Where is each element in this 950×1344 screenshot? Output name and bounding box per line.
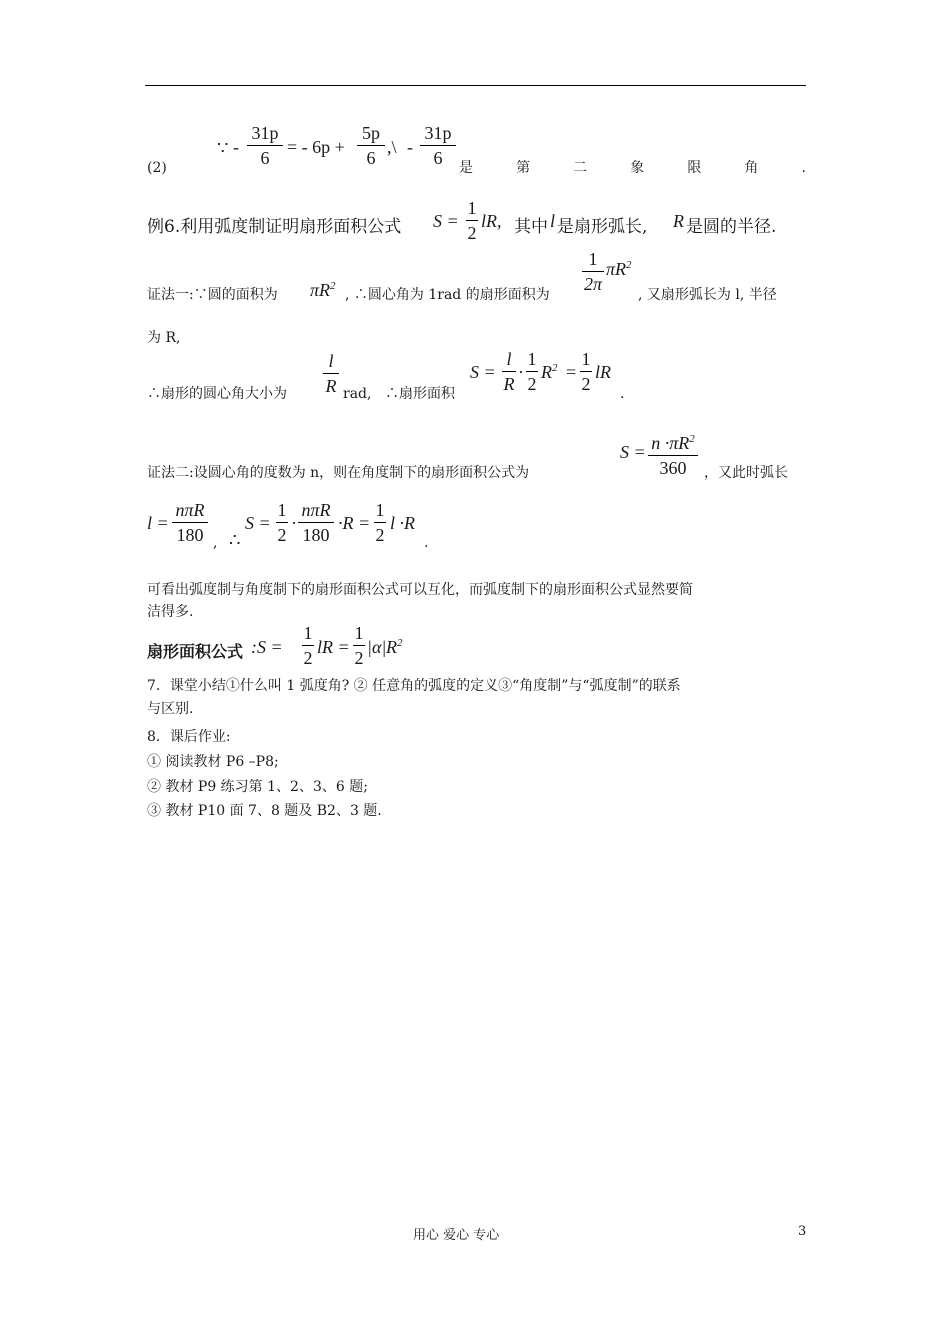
minus-sign-2: - <box>407 137 413 157</box>
fraction-bar <box>466 220 478 221</box>
fraction-bar <box>172 522 208 523</box>
fraction-bar <box>357 145 385 146</box>
exponent: 2 <box>397 637 403 649</box>
numerator: 1 <box>588 249 598 269</box>
fraction-bar <box>502 371 516 372</box>
conclusion-line2: 洁得多. <box>147 604 194 620</box>
denominator: 2 <box>277 525 287 545</box>
numerator: nπR <box>301 500 331 520</box>
conclusion-line1: 可看出弧度制与角度制下的扇形面积公式可以互化，而弧度制下的扇形面积公式显然要简 <box>147 582 693 598</box>
word: 角 <box>744 160 759 176</box>
formula-R-squared <box>386 637 403 658</box>
equation-middle: = - 6p + <box>287 137 345 157</box>
proof1-line3-b: ∴扇形面积 <box>385 386 455 402</box>
homework-2: ② 教材 P9 练习第 1、2、3、6 题; <box>147 779 368 795</box>
fraction-bar <box>323 373 339 374</box>
proof1-line1-a: 证法一:∵圆的面积为 <box>147 287 278 303</box>
proof2-line1-b: ，又此时弧长 <box>704 465 788 481</box>
l-dot-R: l ·R <box>390 513 415 533</box>
numerator: 1 <box>467 198 477 218</box>
example6-R: R <box>673 211 684 231</box>
denominator: 2 <box>527 374 537 394</box>
denominator: 6 <box>366 148 376 168</box>
formula-colon-S: :S = <box>251 637 283 657</box>
fraction-1-2-e <box>374 499 386 546</box>
l-eq: l = <box>147 513 169 533</box>
proof1-line1-c: , 又扇形弧长为 l, 半径 <box>638 287 777 303</box>
proof1-period: . <box>620 386 625 402</box>
fraction-n-piR2-360 <box>648 428 698 479</box>
page-number: 3 <box>798 1224 807 1239</box>
comma: , <box>213 535 218 551</box>
exponent: 2 <box>626 259 632 271</box>
equals: = <box>566 362 577 382</box>
formula-label: 扇形面积公式 <box>147 642 244 661</box>
fraction-bar <box>526 371 538 372</box>
denominator: 2π <box>583 274 603 294</box>
dot-operator-2: · <box>291 513 297 533</box>
proof1-S-eq: S = <box>470 362 496 382</box>
pi-R: πR <box>606 259 627 279</box>
fraction-bar <box>580 371 592 372</box>
numerator: l <box>328 351 334 371</box>
denominator: 180 <box>302 525 330 545</box>
example6-S-eq: S = <box>433 211 459 231</box>
numerator <box>648 428 698 454</box>
fraction-bar <box>298 522 334 523</box>
example6-prefix: 例6.利用弧度制证明扇形面积公式 <box>147 217 402 237</box>
denominator: 2 <box>581 374 591 394</box>
formula-lR-eq: lR = <box>317 637 350 657</box>
word: 象 <box>630 160 645 176</box>
exponent: 2 <box>552 362 558 374</box>
numerator: 5p <box>362 123 380 143</box>
numerator: 31p <box>424 123 452 143</box>
R: R <box>386 637 397 657</box>
numerator: 1 <box>581 349 591 369</box>
word: 二 <box>573 160 588 176</box>
quadrant-conclusion <box>459 158 806 178</box>
fraction-bar <box>353 645 365 646</box>
R: R <box>541 362 552 382</box>
fraction-1-2-c <box>580 348 592 395</box>
denominator: 2 <box>303 648 313 668</box>
numerator: 1 <box>277 500 287 520</box>
item7-line1: 7．课堂小结①什么叫 1 弧度角? ② 任意角的弧度的定义③“角度制”与“弧度制”的联系 <box>147 678 681 694</box>
denominator: 6 <box>433 148 443 168</box>
denominator: R <box>503 374 515 394</box>
fraction-1-2-b <box>526 348 538 395</box>
item8: 8．课后作业: <box>147 729 231 745</box>
fraction-31p-6-b <box>420 122 456 169</box>
proof1-lR: lR <box>595 362 611 382</box>
numerator: nπR <box>175 500 205 520</box>
proof2-S-eq: S = <box>620 442 646 462</box>
proof1-line2: 为 R, <box>147 330 181 346</box>
fraction-l-R-2 <box>502 348 516 395</box>
part2-label: (2) <box>147 160 167 176</box>
fraction-bar <box>302 645 314 646</box>
denominator: 2 <box>354 648 364 668</box>
fraction-npiR-180-b <box>298 499 334 546</box>
example6-mid2: 是扇形弧长, <box>557 217 648 237</box>
therefore-symbol: ∴ <box>229 530 241 550</box>
proof2-S-eq-2: S = <box>245 513 271 533</box>
pi-R: πR <box>310 280 331 300</box>
pi-R-squared-2 <box>606 259 632 280</box>
fraction-npiR-180 <box>172 499 208 546</box>
example6-l: l <box>550 211 556 231</box>
footer-text: 用心 爱心 专心 <box>413 1228 500 1243</box>
proof2-period: . <box>424 535 429 551</box>
homework-1: ① 阅读教材 P6 –P8; <box>147 754 279 770</box>
example6-mid: 其中 <box>514 217 548 237</box>
item7-line2: 与区别. <box>147 701 194 717</box>
example6-lR: lR, <box>481 211 502 231</box>
fraction-1-2pi <box>582 248 604 295</box>
numerator: l <box>506 349 512 369</box>
rad-unit: rad, <box>343 386 372 402</box>
homework-3: ③ 教材 P10 面 7、8 题及 B2、3 题. <box>147 803 382 819</box>
comma-thus: ,\ <box>387 137 397 157</box>
exponent: 2 <box>689 433 695 445</box>
minus-sign: - <box>233 137 239 157</box>
numerator: 1 <box>375 500 385 520</box>
denominator: 6 <box>260 148 270 168</box>
denominator: 2 <box>375 525 385 545</box>
word: 是 <box>459 160 473 176</box>
proof1-line1-b: , ∴圆心角为 1rad 的扇形面积为 <box>345 287 550 303</box>
word: 第 <box>516 160 531 176</box>
alpha-abs: |α| <box>367 637 387 657</box>
pi-R-squared <box>310 280 336 301</box>
header-rule <box>145 85 806 86</box>
fraction-bar <box>374 522 386 523</box>
fraction-1-2-d <box>276 499 288 546</box>
exponent: 2 <box>330 280 336 292</box>
fraction-bar <box>648 455 698 456</box>
fraction-bar <box>582 271 604 272</box>
fraction-bar <box>420 145 456 146</box>
proof1-line3-a: ∴扇形的圆心角大小为 <box>147 386 287 402</box>
fraction-1-2-g <box>353 622 365 669</box>
numerator: 1 <box>527 349 537 369</box>
fraction-31p-6 <box>247 122 283 169</box>
denominator: 360 <box>659 458 687 478</box>
fraction-l-R <box>323 350 339 397</box>
numerator: 1 <box>354 623 364 643</box>
fraction-1-2-f <box>302 622 314 669</box>
fraction-1-2 <box>466 197 478 244</box>
denominator: 2 <box>467 223 477 243</box>
example6-suffix: 是圆的半径. <box>686 217 777 237</box>
dot-operator: · <box>518 362 524 382</box>
numerator: 31p <box>251 123 279 143</box>
n-pi-R: n ·πR <box>651 433 690 453</box>
denominator: R <box>325 376 337 396</box>
word: . <box>801 160 806 176</box>
dot-R-eq: ·R = <box>338 513 371 533</box>
fraction-5p-6 <box>357 122 385 169</box>
because-symbol: ∵ <box>217 138 229 158</box>
fraction-bar <box>276 522 288 523</box>
numerator: 1 <box>303 623 313 643</box>
proof2-line1-a: 证法二:设圆心角的度数为 n，则在角度制下的扇形面积公式为 <box>147 465 530 481</box>
fraction-bar <box>247 145 283 146</box>
denominator: 180 <box>176 525 204 545</box>
R-squared <box>541 362 558 383</box>
word: 限 <box>687 160 702 176</box>
